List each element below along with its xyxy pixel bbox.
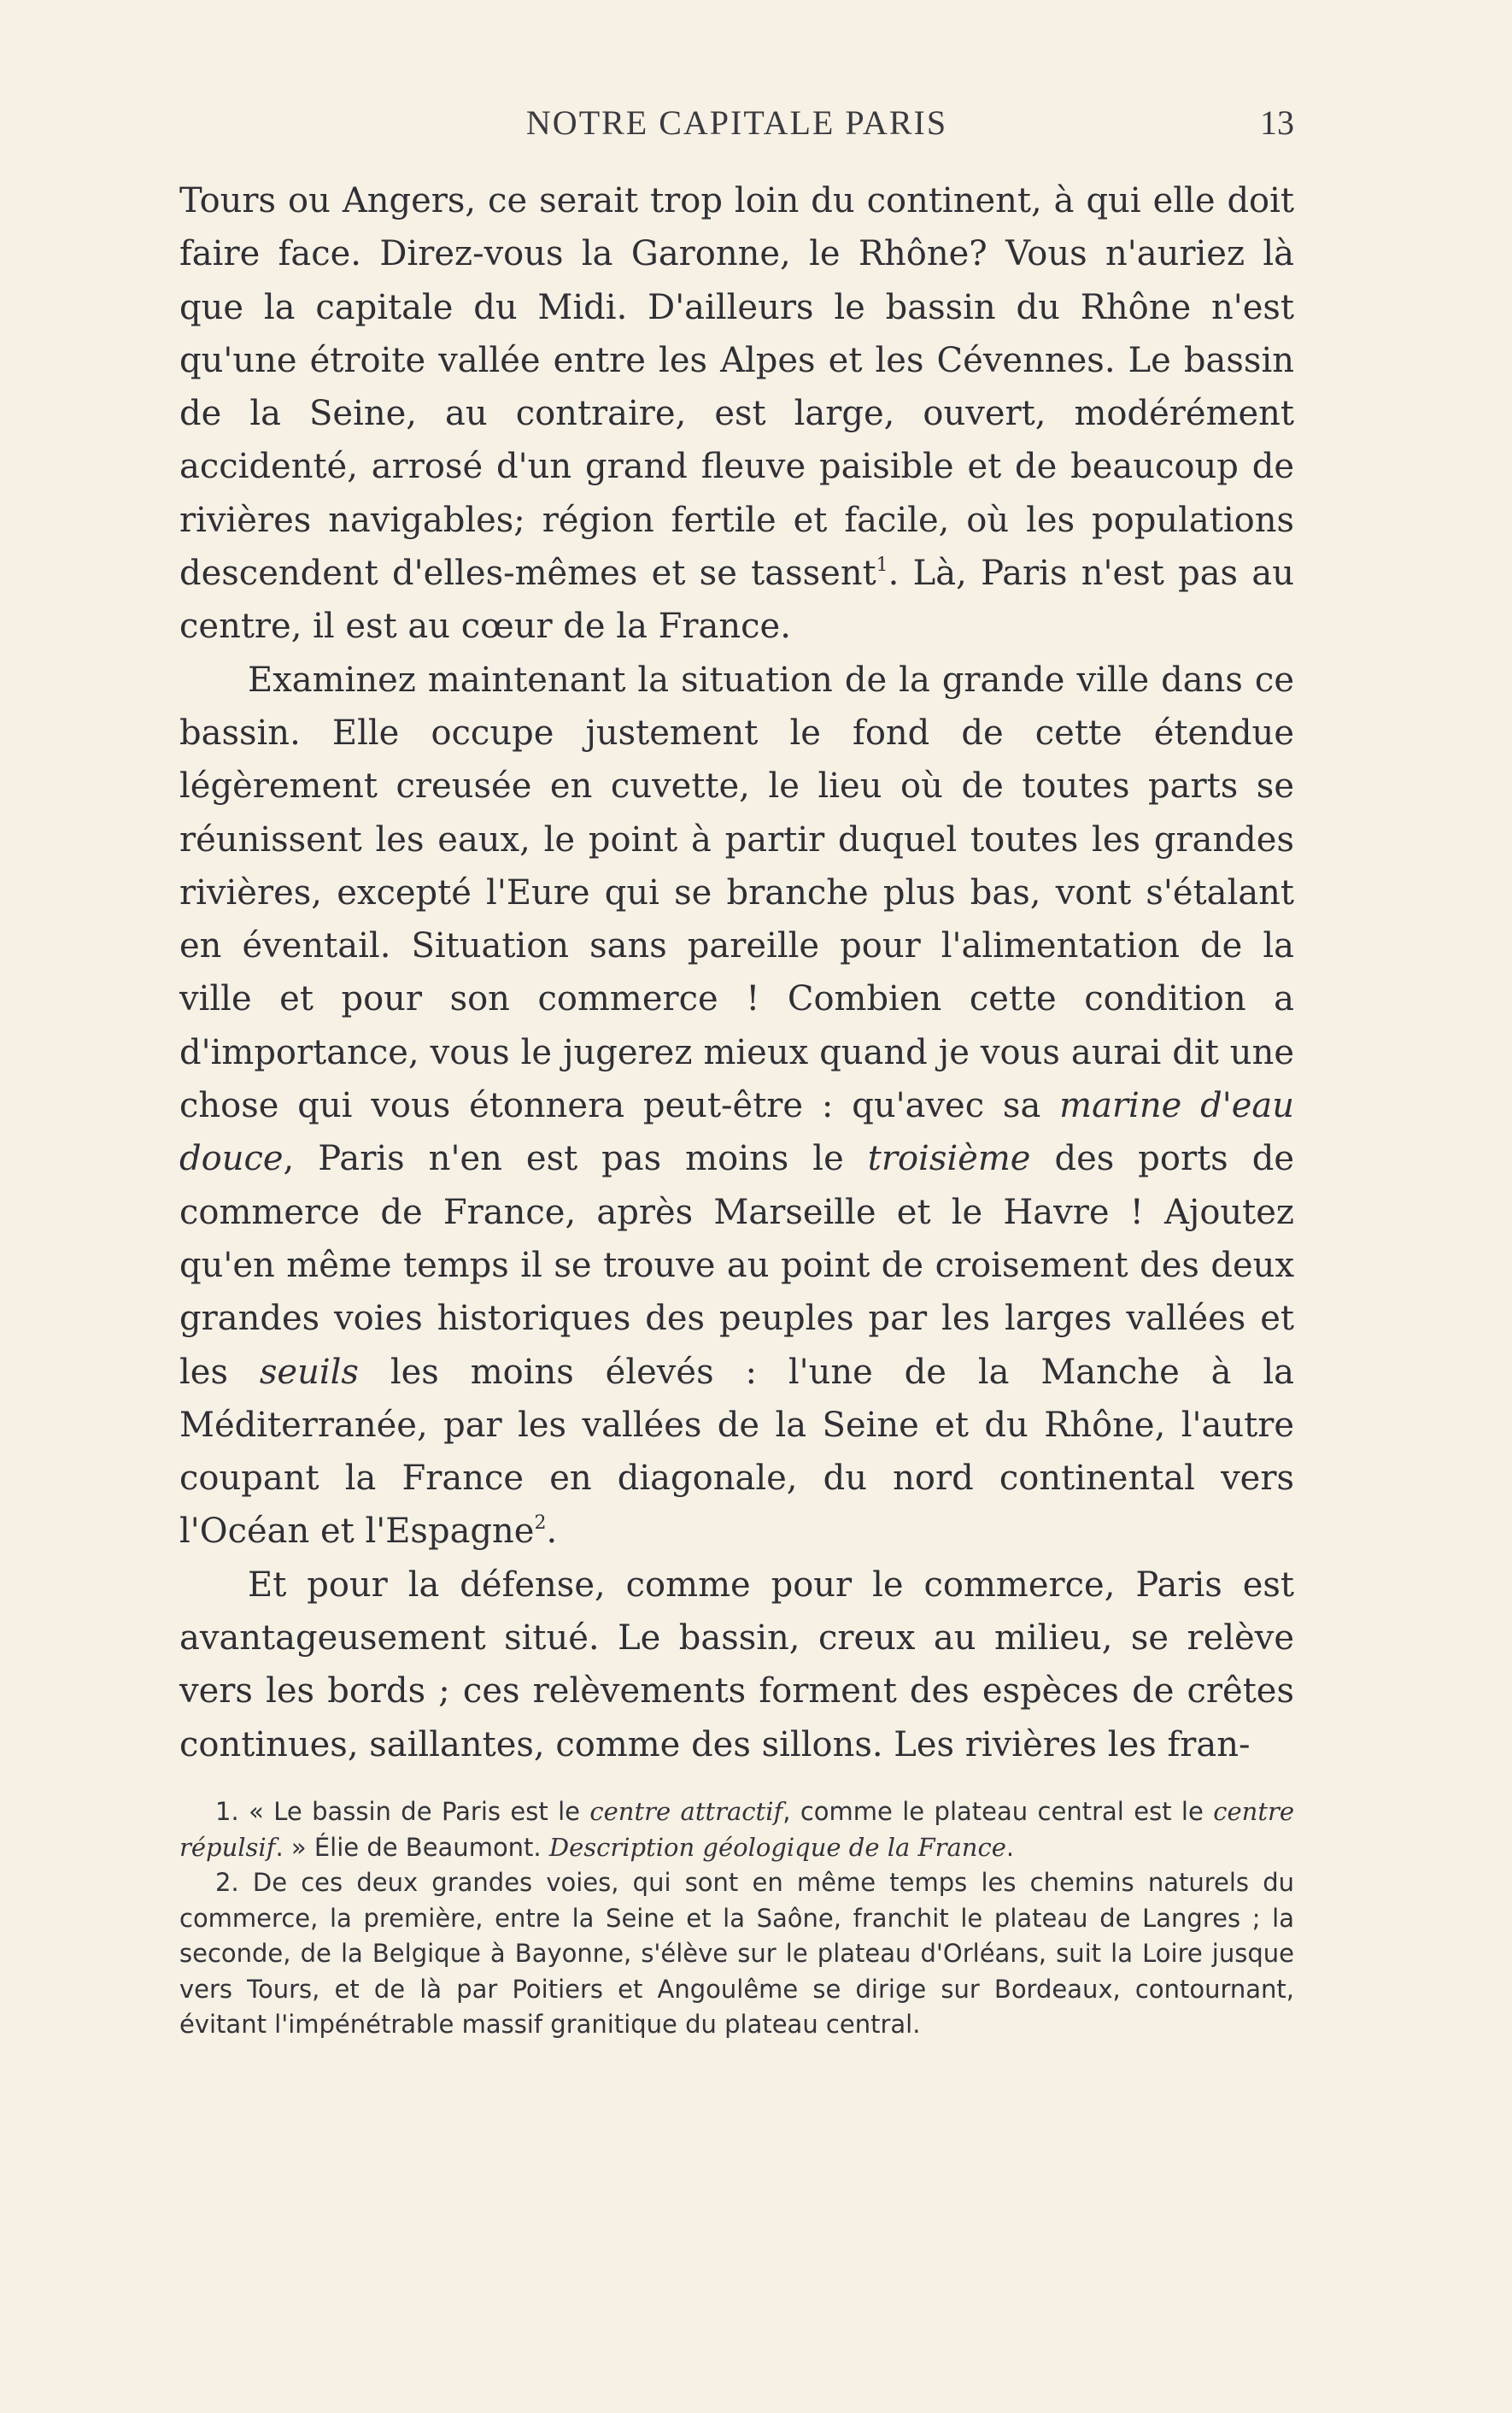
italic-text: seuils [259,1352,359,1392]
page-header [179,103,1294,154]
italic-text: troisième [867,1139,1031,1179]
footnotes [179,1794,1294,2043]
running-title: NOTRE CAPITALE PARIS [525,103,948,142]
italic-text: Description géologique de la France [548,1832,1006,1862]
paragraph [179,174,1294,654]
footnote-reference: 1 [876,555,888,577]
text-run: les moins élevés : l'une de la Manche à la Méditerranée, par les vallées de la Seine et du Rhône, l'autre coupant la France en diagonale, du nord continental vers l'Océan et l'Espagne [179,1352,1294,1552]
page-number: 13 [1260,103,1294,142]
text-run: des ports de commerce de France, après Marseille et le Havre ! Ajoutez qu'en même temps il se trouve au point de croisement des deux grandes voies historiques des peuples par les larges vallées et les [179,1139,1294,1392]
text-run: . » Élie de Beaumont. [275,1832,549,1862]
paragraph [179,654,1294,1559]
italic-text: centre répulsif [179,1797,1294,1862]
text-run: 2. De ces deux grandes voies, qui sont en même temps les chemins naturels du commerce, la première, entre la Seine et la Saône, franchit le plateau de Langres ; la seconde, de la Belgique à Bayonne, s'élève sur le plateau d'Orléans, suit la Loire jusque vers Tours, et de là par Poitiers et Angoulême se dirige sur Bordeaux, contournant, évitant l'impénétrable massif granitique du plateau central. [179,1868,1294,2039]
text-run: 1. « Le bassin de Paris est le [215,1797,590,1826]
text-run: . [1005,1832,1015,1862]
italic-text: centre attractif [589,1797,783,1826]
text-run: Tours ou Angers, ce serait trop loin du continent, à qui elle doit faire face. Direz-vous la Garonne, le Rhône? Vous n'auriez là que la capitale du Midi. D'ailleurs le bassin du Rhône n'est qu'une étroite vallée entre les Alpes et les Cévennes. Le bassin de la Seine, au contraire, est large, ouvert, modérément accidenté, arrosé d'un grand fleuve paisible et de beaucoup de rivières navigables; région fertile et facile, où les populations descendent d'elles-mêmes et se tassent [179,181,1294,594]
footnote-reference: 2 [534,1512,547,1535]
body-text [179,174,1294,1771]
italic-text: marine d'eau douce [179,1086,1294,1179]
footnote [179,1865,1294,2043]
text-run: , comme le plateau central est le [782,1797,1214,1826]
text-run: . Là, Paris n'est pas au centre, il est au cœur de la France. [179,554,1294,647]
text-run: Examinez maintenant la situation de la grande ville dans ce bassin. Elle occupe justement le fond de cette étendue légèrement creusée en cuvette, le lieu où de toutes parts se réunissent les eaux, le point à partir duquel toutes les grandes rivières, excepté l'Eure qui se branche plus bas, vont s'étalant en éventail. Situation sans pareille pour l'alimentation de la ville et pour son commerce ! Combien cette condition a d'importance, vous le jugerez mieux quand je vous aurai dit une chose qui vous étonnera peut-être : qu'avec sa [179,660,1294,1126]
text-run: , Paris n'en est pas moins le [283,1139,868,1179]
text-run: . [546,1512,558,1552]
footnote [179,1794,1294,1865]
text-run: Et pour la défense, comme pour le commerce, Paris est avantageusement situé. Le bassin, creux au milieu, se relève vers les bords ; ces relèvements forment des espèces de crêtes continues, saillantes, comme des sillons. Les rivières les fran- [179,1565,1294,1764]
paragraph [179,1559,1294,1771]
